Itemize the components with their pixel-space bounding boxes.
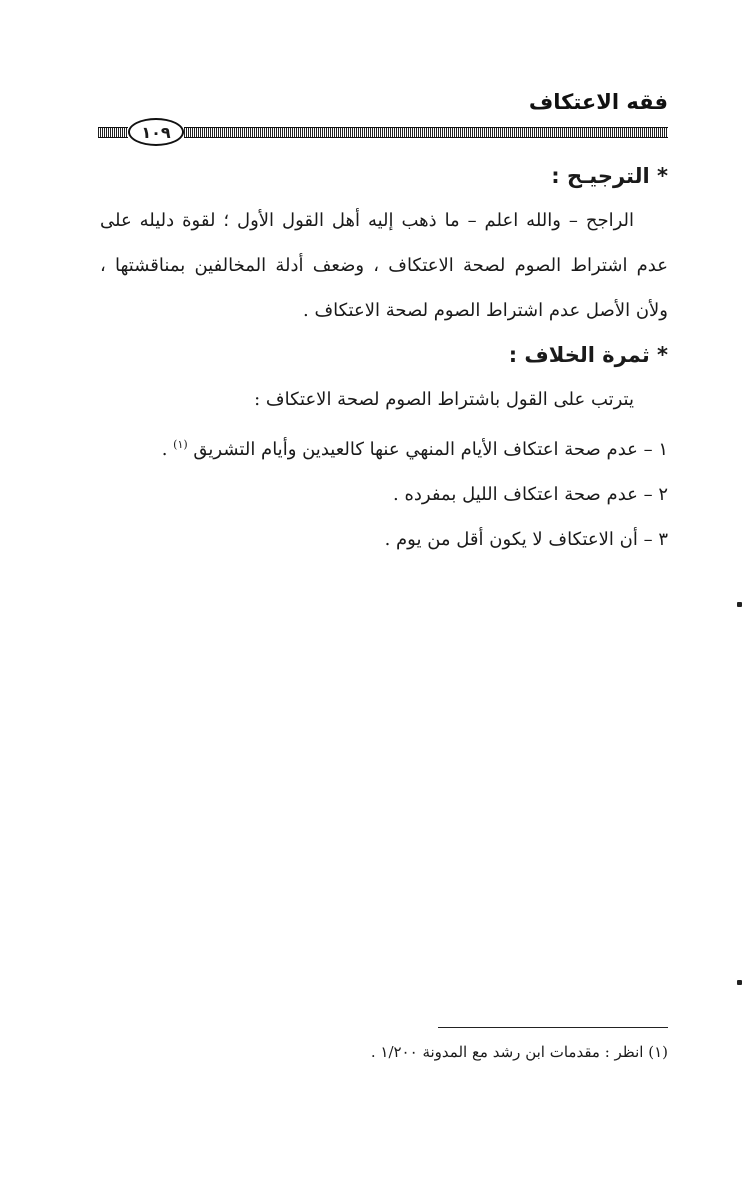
tarjih-line-1: الراجح – والله اعلم – ما ذهب إليه أهل القول الأول ؛ لقوة دليله على [100,210,634,231]
page-number: ١٠٩ [128,118,184,146]
thamara-intro: يترتب على القول باشتراط الصوم لصحة الاعتكاف : [254,389,634,410]
tarjih-line-2: عدم اشتراط الصوم لصحة الاعتكاف ، وضعف أدلة المخالفين بمناقشتها ، [100,255,668,276]
header-decorative-band [98,118,668,146]
footnote-reference: (١) [173,438,188,451]
scan-edge-mark [737,602,742,607]
main-text [100,154,668,562]
list-item-1 [100,422,668,472]
tarjih-line-3: ولأن الأصل عدم اشتراط الصوم لصحة الاعتكاف . [303,300,668,321]
tarjih-heading: * الترجيـح : [551,164,668,188]
header-rule-right [184,127,668,138]
header-rule-left [98,127,128,138]
thamara-heading: * ثمرة الخلاف : [508,343,668,367]
list-item-2: ٢ – عدم صحة اعتكاف الليل بمفرده . [393,484,668,505]
list-item-1-end: . [161,439,168,460]
scan-edge-mark [737,980,742,985]
list-item-3: ٣ – أن الاعتكاف لا يكون أقل من يوم . [384,529,668,550]
footnote: (١) انظر : مقدمات ابن رشد مع المدونة ١/٢٠٠ . [370,1043,668,1061]
running-title: فقه الاعتكاف [528,90,668,114]
footnote-separator [438,1027,668,1028]
list-item-1-text: ١ – عدم صحة اعتكاف الأيام المنهي عنها كالعيدين وأيام التشريق [193,439,668,460]
